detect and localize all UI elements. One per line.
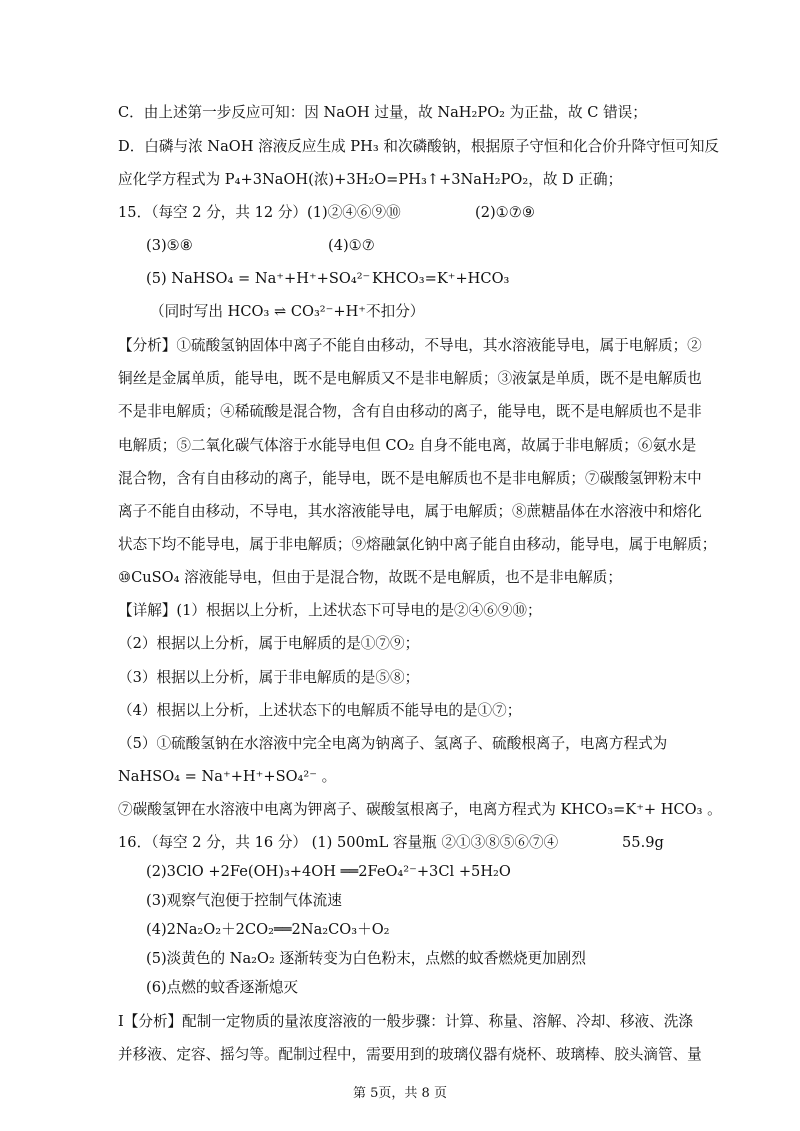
- q16-answer: (3)观察气泡便于控制气体流速: [146, 892, 342, 909]
- q16-header: 16．（每空 2 分，共 16 分） (1) 500mL 容量瓶 ②①③⑧⑤⑥⑦④: [118, 834, 559, 851]
- analysis-line: 不是非电解质；④稀硫酸是混合物，含有自由移动的离子，能导电，既不是电解质也不是非: [118, 403, 702, 420]
- q16-mass: 55.9g: [622, 834, 664, 851]
- analysis-line: 离子不能自由移动，不导电，其水溶液能导电，属于电解质；⑧蔗糖晶体在水溶液中和熔化: [118, 503, 702, 520]
- detail-line: （3）根据以上分析，属于非电解质的是⑤⑧；: [118, 669, 420, 686]
- detail-line: （2）根据以上分析，属于电解质的是①⑦⑨；: [118, 635, 420, 652]
- analysis-line: 混合物，含有自由移动的离子，能导电，既不是电解质也不是非电解质；⑦碳酸氢钾粉末中: [118, 470, 702, 487]
- q16-answer: (5)淡黄色的 Na₂O₂ 逐渐转变为白色粉末，点燃的蚊香燃烧更加剧烈: [146, 950, 586, 967]
- page-footer: 第 5页，共 8 页: [353, 1086, 447, 1101]
- q16-answer: (2)3ClO +2Fe(OH)₃+4OH ══2FeO₄²⁻+3Cl +5H₂O: [146, 863, 511, 880]
- q15-answer-4: (4)①⑦: [328, 237, 375, 254]
- analysis-line: ⑩CuSO₄ 溶液能导电，但由于是混合物，故既不是电解质，也不是非电解质；: [118, 569, 622, 586]
- q16-answer: (4)2Na₂O₂＋2CO₂══2Na₂CO₃＋O₂: [146, 921, 390, 938]
- q15-answer-2: (2)①⑦⑨: [475, 204, 535, 221]
- detail-line: ⑦碳酸氢钾在水溶液中电离为钾离子、碳酸氢根离子，电离方程式为 KHCO₃=K⁺+ HCO₃ 。: [118, 801, 722, 818]
- detail-line: （4）根据以上分析，上述状态下的电解质不能导电的是①⑦；: [118, 702, 522, 719]
- text-line: 应化学方程式为 P₄+3NaOH(浓)+3H₂O=PH₃↑+3NaH₂PO₂，故 D 正确；: [118, 171, 623, 188]
- detail-line: （5）①硫酸氢钠在水溶液中完全电离为钠离子、氢离子、硫酸根离子，电离方程式为: [118, 735, 668, 752]
- analysis-line: 【分析】①硫酸氢钠固体中离子不能自由移动，不导电，其水溶液能导电，属于电解质；②: [118, 337, 702, 354]
- analysis-line: 并移液、定容、摇匀等。配制过程中，需要用到的玻璃仪器有烧杯、玻璃棒、胶头滴管、量: [118, 1046, 702, 1063]
- q15-note: （同时写出 HCO₃ ⇌ CO₃²⁻+H⁺不扣分）: [150, 303, 425, 320]
- q15-answer-3: (3)⑤⑧: [146, 237, 193, 254]
- q15-header: 15．（每空 2 分，共 12 分）(1)②④⑥⑨⑩: [118, 204, 401, 221]
- analysis-line: Ⅰ【分析】配制一定物质的量浓度溶液的一般步骤：计算、称量、溶解、冷却、移液、洗涤: [118, 1013, 693, 1030]
- q15-answer-5-eq2: KHCO₃=K⁺+HCO₃: [372, 270, 510, 287]
- equation-line: NaHSO₄ = Na⁺+H⁺+SO₄²⁻ 。: [118, 768, 337, 785]
- analysis-line: 状态下均不能导电，属于非电解质；⑨熔融氯化钠中离子能自由移动，能导电，属于电解质；: [118, 536, 717, 553]
- q15-answer-5-eq1: (5) NaHSO₄ = Na⁺+H⁺+SO₄²⁻: [146, 270, 371, 287]
- analysis-line: 铜丝是金属单质，能导电，既不是电解质又不是非电解质；③液氯是单质，既不是电解质也: [118, 370, 702, 387]
- text-line: D．白磷与浓 NaOH 溶液反应生成 PH₃ 和次磷酸钠，根据原子守恒和化合价升降守恒可知反: [118, 138, 720, 155]
- q16-answer: (6)点燃的蚊香逐渐熄灭: [146, 979, 299, 996]
- analysis-line: 电解质；⑤二氧化碳气体溶于水能导电但 CO₂ 自身不能电离，故属于非电解质；⑥氨水是: [118, 437, 697, 454]
- detail-line: 【详解】(1）根据以上分析，上述状态下可导电的是②④⑥⑨⑩；: [118, 602, 542, 619]
- text-line: C．由上述第一步反应可知：因 NaOH 过量，故 NaH₂PO₂ 为正盐，故 C 错误；: [118, 104, 647, 121]
